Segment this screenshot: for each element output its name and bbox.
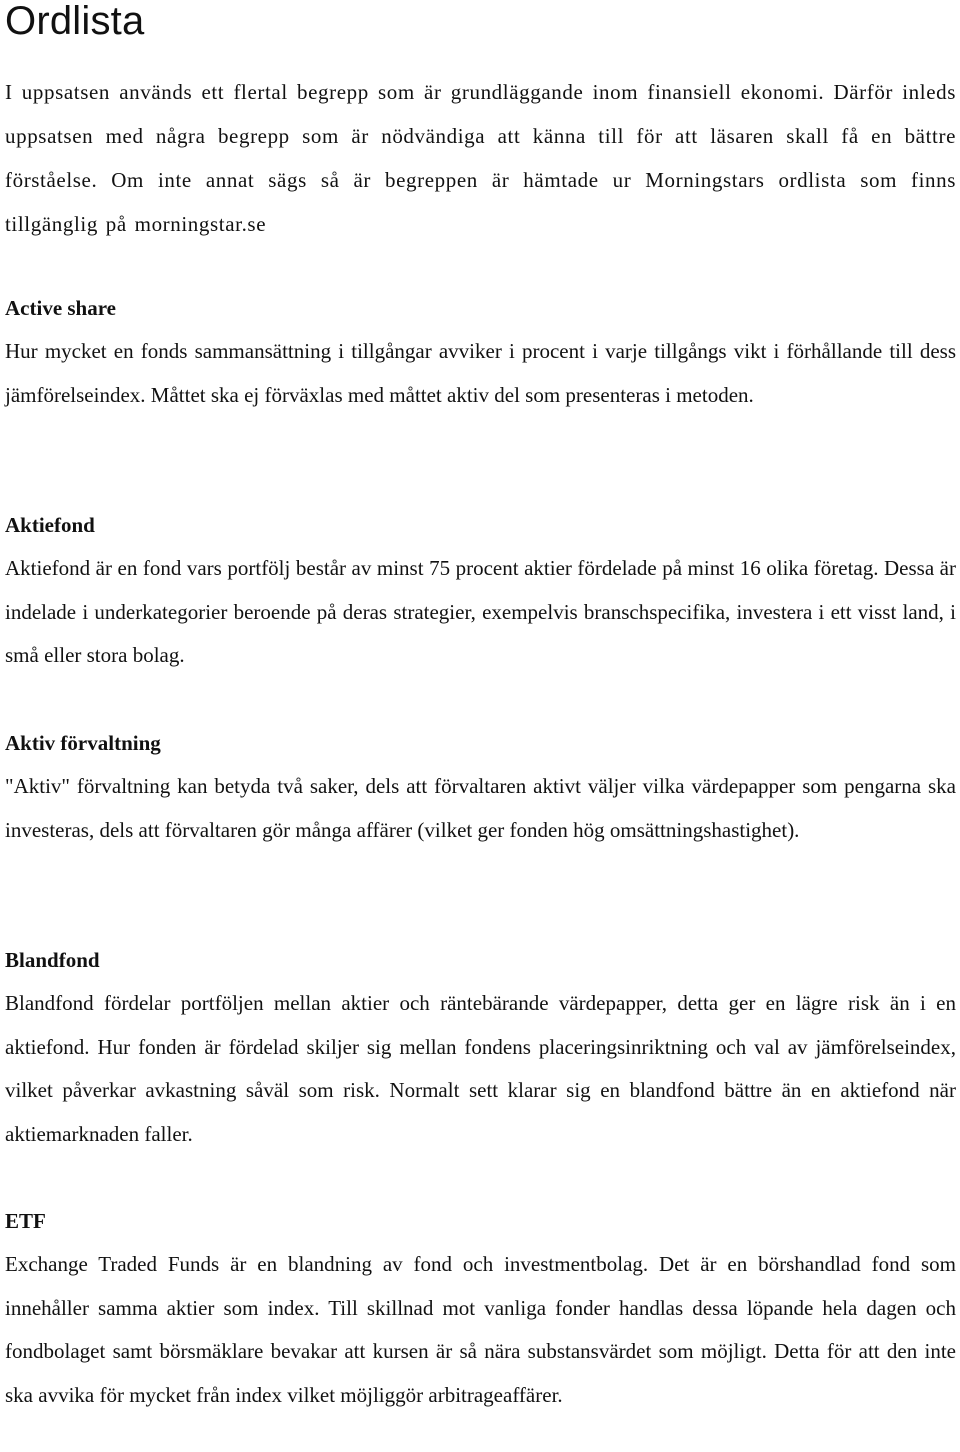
- glossary-term: Aktiefond: [5, 513, 95, 537]
- glossary-definition: Exchange Traded Funds är en blandning av fond och investmentbolag. Det är en börshandlad fond som innehåller samma aktier som index. Till skillnad mot vanliga fonder handlas dessa löpande hela dagen och fondbolaget samt börsmäklare bevakar att kursen är så nära substansvärdet som möjligt. Detta för att den inte ska avvika för mycket från index vilket möjliggör arbitrageaffärer.: [5, 1252, 956, 1407]
- glossary-definition: "Aktiv" förvaltning kan betyda två saker, dels att förvaltaren aktivt väljer vilka värdepapper som pengarna ska investeras, dels att förvaltaren gör många affärer (vilket ger fonden hög omsättningshastighet).: [5, 774, 956, 842]
- glossary-definition: Hur mycket en fonds sammansättning i tillgångar avviker i procent i varje tillgångs vikt i förhållande till dess jämförelseindex. Måttet ska ej förväxlas med måttet aktiv del som presenteras i metoden.: [5, 339, 956, 407]
- page-title: Ordlista: [5, 0, 145, 43]
- glossary-entry-aktiefond: [5, 503, 956, 678]
- glossary-entry-blandfond: [5, 938, 956, 1156]
- glossary-entry-aktiv-forvaltning: [5, 721, 956, 852]
- glossary-term: Blandfond: [5, 948, 100, 972]
- glossary-entry-active-share: [5, 286, 956, 417]
- intro-paragraph: I uppsatsen används ett flertal begrepp som är grundläggande inom finansiell ekonomi. Därför inleds uppsatsen med några begrepp som är nödvändiga att känna till för att läsaren skall få en bättre förståelse. Om inte annat sägs så är begreppen är hämtade ur Morningstars ordlista som finns tillgänglig på morningstar.se: [5, 80, 956, 236]
- glossary-entry-etf: [5, 1199, 956, 1417]
- glossary-definition: Blandfond fördelar portföljen mellan aktier och räntebärande värdepapper, detta ger en lägre risk än i en aktiefond. Hur fonden är fördelad skiljer sig mellan fondens placeringsinriktning och val av jämförelseindex, vilket påverkar avkastning såväl som risk. Normalt sett klarar sig en blandfond bättre än en aktiefond när aktiemarknaden faller.: [5, 991, 956, 1146]
- document-page: [5, 0, 956, 1407]
- glossary-term: ETF: [5, 1209, 46, 1233]
- glossary-term: Active share: [5, 296, 116, 320]
- glossary-definition: Aktiefond är en fond vars portfölj består av minst 75 procent aktier fördelade på minst 16 olika företag. Dessa är indelade i underkategorier beroende på deras strategier, exempelvis branschspecifika, investera i ett visst land, i små eller stora bolag.: [5, 556, 956, 668]
- glossary-term: Aktiv förvaltning: [5, 731, 161, 755]
